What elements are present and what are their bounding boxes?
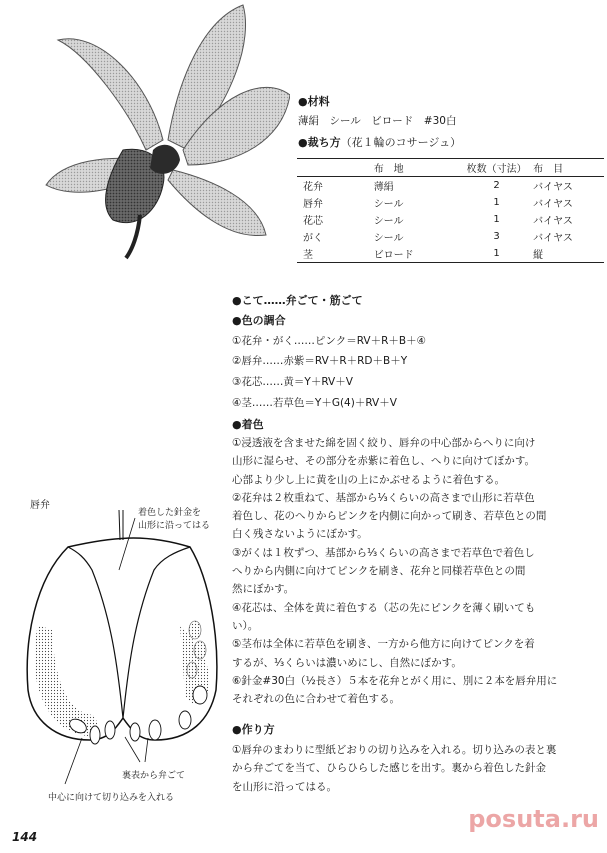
color-line: ④茎……若草色＝Y＋G(4)＋RV＋V bbox=[232, 397, 397, 409]
dyeing-line: 然にぼかす。 bbox=[232, 583, 295, 596]
table-cell: バイヤス bbox=[533, 199, 573, 210]
table-row bbox=[297, 177, 604, 195]
table-cell: シール bbox=[373, 216, 404, 227]
dyeing-line: い）。 bbox=[232, 619, 259, 632]
table-cell: バイヤス bbox=[533, 216, 573, 227]
dyeing-line: ③がくは１枚ずつ、基部から⅓くらいの高さまで若草色で着色し bbox=[232, 546, 535, 559]
dyeing-body bbox=[232, 434, 607, 708]
watermark: posuta.ru bbox=[468, 805, 599, 833]
column-header: 枚数（寸法） bbox=[466, 164, 527, 175]
table-row bbox=[297, 245, 604, 263]
dyeing-heading: ●着色 bbox=[232, 418, 264, 431]
dyeing-line: ⑤茎布は全体に若草色を刷き、一方から他方に向けてピンクを着 bbox=[232, 638, 535, 651]
table-cell: ビロード bbox=[373, 250, 414, 261]
table-cell: 花弁 bbox=[303, 182, 323, 193]
diagram-label-back: 裏表から弁ごて bbox=[122, 771, 186, 781]
materials-heading: ●材料 bbox=[298, 95, 330, 108]
making-body bbox=[232, 741, 607, 796]
dyeing-line: 白く残さないようにぼかす。 bbox=[232, 528, 368, 541]
dyeing-line: ①浸透液を含ませた綿を固く絞り、唇弁の中心部からへりに向け bbox=[232, 437, 536, 449]
making-line: から弁ごてを当て、ひらひらした感じを出す。裏から着色した針金 bbox=[232, 762, 546, 775]
cutting-table bbox=[297, 158, 604, 263]
table-row bbox=[297, 211, 604, 228]
color-line: ③花芯……黄＝Y＋RV＋V bbox=[232, 376, 353, 388]
table-row bbox=[297, 194, 604, 211]
materials-body: 薄絹 シール ビロード #30白 bbox=[298, 115, 457, 127]
table-cell: 2 bbox=[493, 180, 500, 191]
dyeing-line: それぞれの色に合わせて着色する。 bbox=[232, 693, 400, 706]
dyeing-line: へりから内側に向けてピンクを刷き、花弁と同様若草色との間 bbox=[232, 565, 526, 578]
orchid-photo bbox=[28, 0, 290, 262]
diagram-title: 唇弁 bbox=[30, 500, 50, 511]
cutting-heading-label: ●裁ち方 bbox=[298, 136, 341, 149]
making-heading: ●作り方 bbox=[232, 723, 275, 736]
cutting-heading bbox=[298, 134, 461, 150]
table-cell: 茎 bbox=[303, 250, 313, 261]
column-header bbox=[297, 159, 372, 177]
dyeing-line: ②花弁は２枚重ねて、基部から⅓くらいの高さまで山形に若草色 bbox=[232, 491, 535, 504]
color-line: ①花弁・がく……ピンク＝RV＋R＋B＋④ bbox=[232, 335, 427, 347]
table-row bbox=[297, 228, 604, 245]
dyeing-line: ④花芯は、全体を黄に着色する（芯の先にピンクを薄く刷いても bbox=[232, 601, 536, 614]
table-cell: 1 bbox=[493, 248, 500, 259]
diagram-label-wire-line1: 着色した針金を bbox=[138, 508, 202, 518]
table-cell: 唇弁 bbox=[303, 199, 323, 210]
making-line: を山形に沿ってはる。 bbox=[232, 780, 337, 793]
dyeing-line: 心部より少し上に黄を山の上にかぶせるように着色する。 bbox=[232, 473, 505, 486]
table-cell: バイヤス bbox=[533, 182, 573, 193]
table-cell: 1 bbox=[493, 197, 500, 208]
table-cell: シール bbox=[373, 233, 404, 244]
diagram-label-wire-line2: 山形に沿ってはる bbox=[138, 521, 211, 531]
diagram-label-cut: 中心に向けて切り込みを入れる bbox=[48, 793, 175, 803]
table-cell: シール bbox=[373, 199, 404, 210]
page-number: 144 bbox=[12, 830, 38, 844]
table-header-row bbox=[297, 159, 604, 177]
dyeing-line: ⑥針金#30白（½長さ）５本を花弁とがく用に、別に２本を唇弁用に bbox=[232, 674, 558, 687]
table-cell: 1 bbox=[493, 214, 500, 225]
column-header: 布 目 bbox=[533, 164, 564, 175]
making-line: ①唇弁のまわりに型紙どおりの切り込みを入れる。切り込みの表と裏 bbox=[232, 744, 557, 756]
color-line: ②唇弁……赤紫＝RV＋R＋RD＋B＋Y bbox=[232, 355, 408, 367]
table-cell: 薄絹 bbox=[373, 182, 394, 193]
table-cell: 縦 bbox=[533, 250, 544, 261]
dyeing-line: 着色し、花のへりからピンクを内側に向かって刷き、若草色との間 bbox=[232, 510, 547, 523]
cutting-heading-note: （花１輪のコサージュ） bbox=[340, 136, 462, 149]
dyeing-line: するが、⅓くらいは濃いめにし、自然にぼかす。 bbox=[232, 656, 462, 669]
table-cell: がく bbox=[303, 233, 323, 244]
colors-heading: ●色の調合 bbox=[232, 314, 286, 327]
table-cell: 花芯 bbox=[303, 216, 323, 227]
table-cell: バイヤス bbox=[533, 233, 573, 244]
column-header: 布 地 bbox=[373, 164, 404, 175]
table-cell: 3 bbox=[493, 231, 500, 242]
iron-line: ●こて……弁ごて・筋ごて bbox=[232, 294, 363, 307]
dyeing-line: 山形に湿らせ、その部分を赤紫に着色し、へりに向けてぼかす。 bbox=[232, 455, 536, 468]
